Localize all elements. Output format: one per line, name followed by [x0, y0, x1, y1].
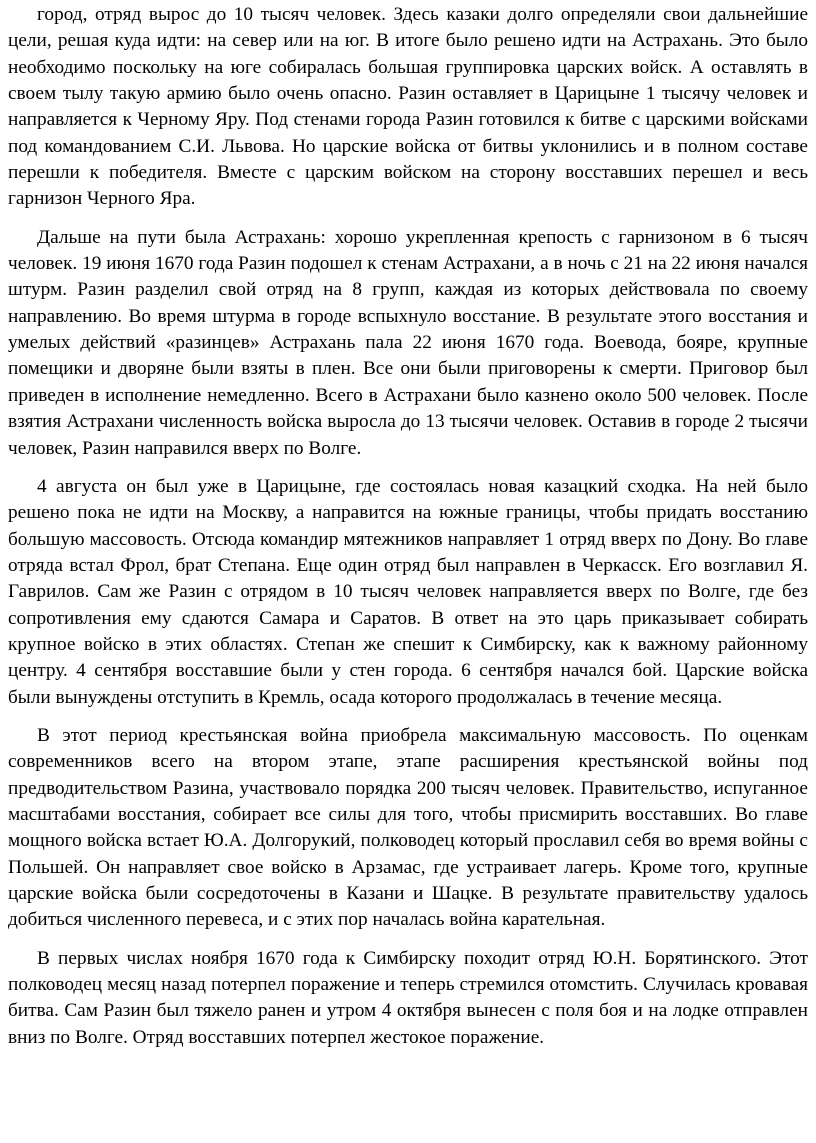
- paragraph-4: В этот период крестьянская война приобрела максимальную массовость. По оценкам современников всего на втором этапе, этапе расширения крестьянской войны под предводительством Разина, участвовало порядка 200 тысяч человек. Правительство, испуганное масштабами восстания, собирает все силы для того, чтобы присмирить восставших. Во главе мощного войска встает Ю.А. Долгорукий, полководец который прославил себя во время войны с Польшей. Он направляет свое войско в Арзамас, где устраивает лагерь. Кроме того, крупные царские войска были сосредоточены в Казани и Шацке. В результате правительству удалось добиться численного перевеса, и с этих пор началась война карательная.: [8, 724, 808, 931]
- paragraph-3: 4 августа он был уже в Царицыне, где состоялась новая казацкий сходка. На ней было решено пока не идти на Москву, а направится на южные границы, чтобы придать восстанию большую массовость. Отсюда командир мятежников направляет 1 отряд вверх по Дону. Во главе отряда встал Фрол, брат Степана. Еще один отряд был направлен в Черкасск. Его возглавил Я. Гаврилов. Сам же Разин с отрядом в 10 тысяч человек направляется вверх по Волге, где без сопротивления ему сдаются Самара и Саратов. В ответ на это царь приказывает собирать крупное войско в этих областях. Степан же спешит к Симбирску, как к важному районному центру. 4 сентября восставшие были у стен города. 6 сентября начался бой. Царские войска были вынуждены отступить в Кремль, осада которого продолжалась в течение месяца.: [8, 475, 808, 708]
- paragraph-5: В первых числах ноября 1670 года к Симбирску походит отряд Ю.Н. Борятинского. Этот полководец месяц назад потерпел поражение и теперь стремился отомстить. Случилась кровавая битва. Сам Разин был тяжело ранен и утром 4 октября вынесен с поля боя и на лодке отправлен вниз по Волге. Отряд восставших потерпел жестокое поражение.: [8, 947, 808, 1048]
- paragraph-1: город, отряд вырос до 10 тысяч человек. Здесь казаки долго определяли свои дальнейшие цели, решая куда идти: на север или на юг. В итоге было решено идти на Астрахань. Это было необходимо поскольку на юге собиралась большая группировка царских войск. А оставлять в своем тылу такую армию было очень опасно. Разин оставляет в Царицыне 1 тысячу человек и направляется к Черному Яру. Под стенами города Разин готовился к битве с царскими войсками под командованием С.И. Львова. Но царские войска от битвы уклонились и в полном составе перешли к победителя. Вместе с царским войском на сторону восставших перешел и весь гарнизон Черного Яра.: [8, 4, 808, 210]
- paragraph-2: Дальше на пути была Астрахань: хорошо укрепленная крепость с гарнизоном в 6 тысяч человек. 19 июня 1670 года Разин подошел к стенам Астрахани, а в ночь с 21 на 22 июня начался штурм. Разин разделил свой отряд на 8 групп, каждая из которых действовала по своему направлению. Во время штурма в городе вспыхнуло восстание. В результате этого восстания и умелых действий «разинцев» Астрахань пала 22 июня 1670 года. Воевода, бояре, крупные помещики и дворяне были взяты в плен. Все они были приговорены к смерти. Приговор был приведен в исполнение немедленно. Всего в Астрахани было казнено около 500 человек. После взятия Астрахани численность войска выросла до 13 тысячи человек. Оставив в городе 2 тысячи человек, Разин направился вверх по Волге.: [8, 226, 808, 459]
